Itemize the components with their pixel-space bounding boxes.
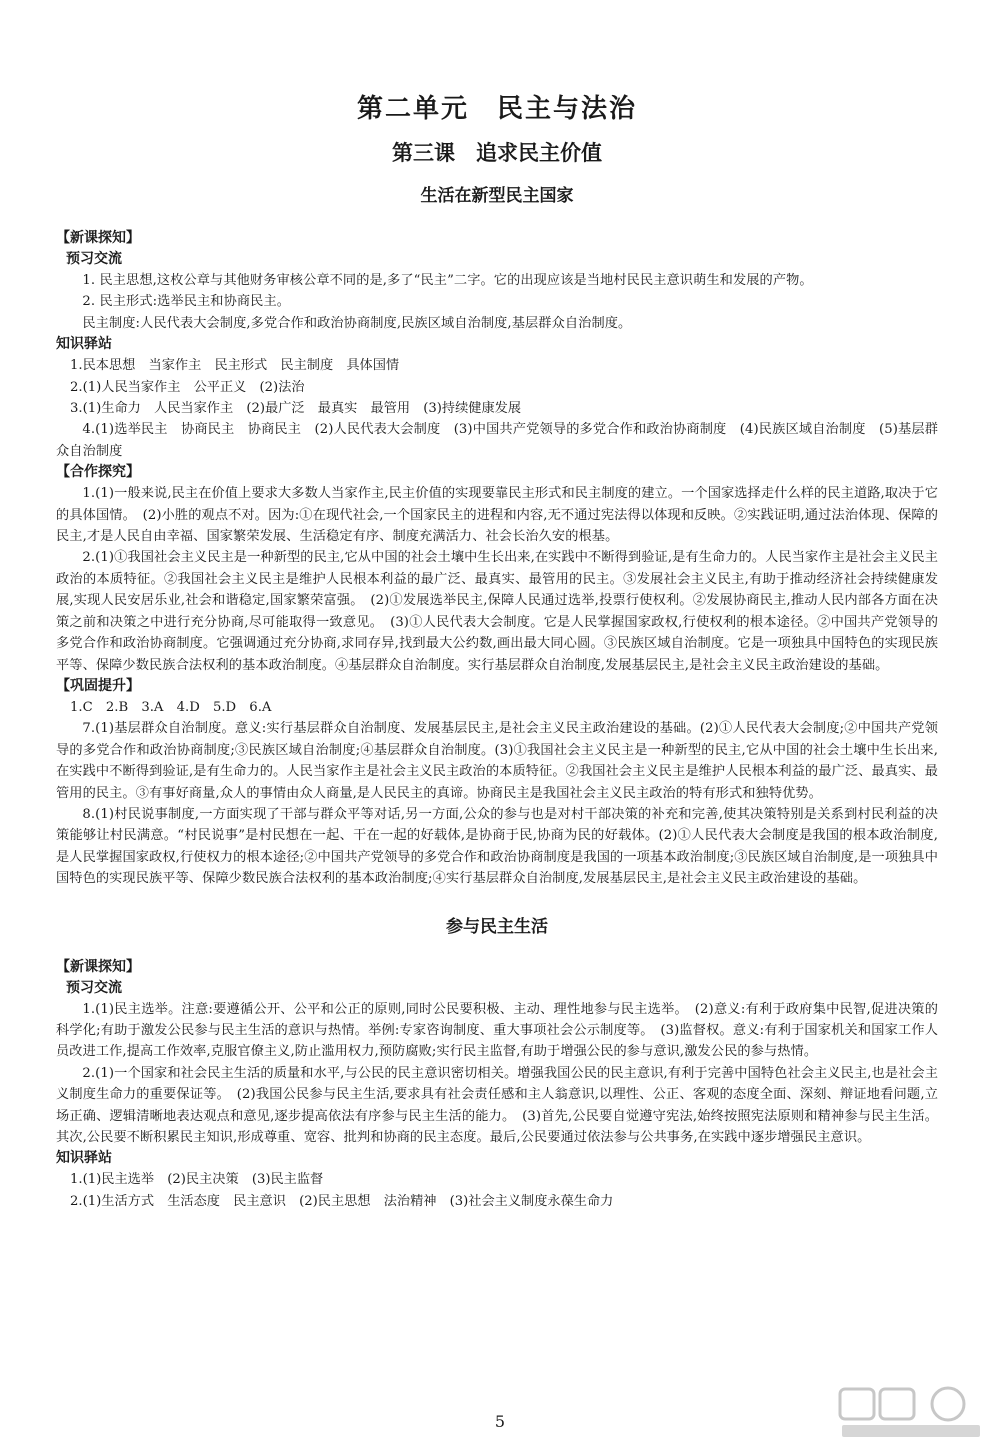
yuxi-item: 2.(1)一个国家和社会民主生活的质量和水平,与公民的民主意识密切相关。增强我国公民的民主意识,有利于完善中国特色社会主义民主,也是社会主义制度生命力的重要保证等。 (2)我国公民参与民主生活,要求具有社会责任感和主人翁意识,以理性、公正、客观的态度全面、深刻、辩证地看问题,立场正确、逻辑清晰地表达观点和意见,逐步提高依法有序参与民主生活的能力。 (3)首先,公民要自觉遵守宪法,始终按照宪法原则和精神参与民主生活。其次,公民要不断积累民主知识,形成尊重、宽容、批判和协商的民主态度。最后,公民要通过依法参与公共事务,在实践中逐步增强民主意识。	[56, 1065, 938, 1145]
gonggu-item: 7.(1)基层群众自治制度。意义:实行基层群众自治制度、发展基层民主,是社会主义民主政治建设的基础。(2)①人民代表大会制度;②中国共产党领导的多党合作和政治协商制度;③民族区域自治制度;④基层群众自治制度。(3)①我国社会主义民主是一种新型的民主,它从中国的社会土壤中生长出来,在实践中不断得到验证,是有生命力的。人民当家作主是社会主义民主政治的本质特征。②我国社会主义民主是维护人民根本利益的最广泛、最真实、最管用的民主。③有事好商量,众人的事情由众人商量,是人民民主的真谛。协商民主是我国社会主义民主政治的特有形式和独特优势。	[56, 721, 938, 801]
gonggu-answers: 1.C 2.B 3.A 4.D 5.D 6.A	[70, 699, 272, 715]
page-content	[56, 88, 938, 1212]
tag-xinkai-1: 【新课探知】	[56, 230, 140, 246]
zhishi-item: 4.(1)选举民主 协商民主 协商民主 (2)人民代表大会制度 (3)中国共产党领导的多党合作和政治协商制度 (4)民族区域自治制度 (5)基层群众自治制度	[56, 422, 938, 459]
zhishi-item: 2.(1)生活方式 生活态度 民主意识 (2)民主思想 法治精神 (3)社会主义制度永葆生命力	[70, 1193, 614, 1209]
sub-yuxi-1: 预习交流	[66, 251, 122, 267]
lesson-title: 第三课 追求民主价值	[392, 141, 602, 165]
yuxi-item: 1. 民主思想,这枚公章与其他财务审核公章不同的是,多了“民主”二字。它的出现应该是当地村民民主意识萌生和发展的产物。	[82, 273, 813, 288]
unit-title: 第二单元 民主与法治	[356, 94, 637, 124]
sub-yuxi-2: 预习交流	[66, 979, 122, 996]
section-title-2: 参与民主生活	[446, 916, 548, 937]
section-title-1: 生活在新型民主国家	[420, 186, 574, 206]
zhishi-item: 1.(1)民主选举 (2)民主决策 (3)民主监督	[70, 1172, 324, 1188]
hezuo-item: 2.(1)①我国社会主义民主是一种新型的民主,它从中国的社会土壤中生长出来,在实践中不断得到验证,是有生命力的。人民当家作主是社会主义民主政治的本质特征。②我国社会主义民主是维护人民根本利益的最广泛、最真实、最管用的民主。③发展社会主义民主,有助于推动经济社会持续健康发展,实现人民安居乐业,社会和谐稳定,国家繁荣富强。 (2)①发展选举民主,保障人民通过选举,投票行使权利。②发展协商民主,推动人民内部各方面在决策之前和决策之中进行充分协商,尽可能取得一致意见。 (3)①人民代表大会制度。它是人民掌握国家政权,行使权利的根本途径。②中国共产党领导的多党合作和政治协商制度。它强调通过充分协商,求同存异,找到最大公约数,画出最大同心圆。③民族区域自治制度。它是一项独具中国特色的实现民族平等、保障少数民族合法权利的基本政治制度。④基层群众自治制度。实行基层群众自治制度,发展基层民主,是社会主义民主政治建设的基础。	[56, 550, 938, 673]
yuxi-item: 1.(1)民主选举。注意:要遵循公开、公平和公正的原则,同时公民要积极、主动、理性地参与民主选举。 (2)意义:有利于政府集中民智,促进决策的科学化;有助于激发公民参与民主生活的意识与热情。举例:专家咨询制度、重大事项社会公示制度等。 (3)监督权。意义:有利于国家机关和国家工作人员改进工作,提高工作效率,克服官僚主义,防止滥用权力,预防腐败;实行民主监督,有助于增强公民的参与意识,激发公民的参与热情。	[56, 1001, 938, 1060]
tag-gonggu: 【巩固提升】	[56, 677, 140, 694]
yuxi-item: 2. 民主形式:选举民主和协商民主。	[82, 294, 291, 310]
watermark-logo-icon	[836, 1385, 986, 1440]
page-number: 5	[494, 1412, 506, 1431]
tag-hezuo: 【合作探究】	[56, 464, 140, 481]
sub-zhishi-1: 知识驿站	[56, 336, 112, 353]
zhishi-item: 2.(1)人民当家作主 公平正义 (2)法治	[70, 379, 305, 395]
sub-zhishi-2: 知识驿站	[56, 1150, 112, 1167]
gonggu-item: 8.(1)村民说事制度,一方面实现了干部与群众平等对话,另一方面,公众的参与也是对村干部决策的补充和完善,使其决策特别是关系到村民利益的决策能够让村民满意。“村民说事”是村民想在一起、干在一起的好载体,是协商于民,协商为民的好载体。(2)①人民代表大会制度是我国的根本政治制度,是人民掌握国家政权,行使权力的根本途径;②中国共产党领导的多党合作和政治协商制度是我国的一项基本政治制度;③民族区域自治制度,是一项独具中国特色的实现民族平等、保障少数民族合法权利的基本政治制度;④实行基层群众自治制度,发展基层民主,是社会主义民主政治建设的基础。	[56, 806, 938, 887]
tag-xinkai-2: 【新课探知】	[56, 958, 140, 975]
yuxi-item: 民主制度:人民代表大会制度,多党合作和政治协商制度,民族区域自治制度,基层群众自治制度。	[82, 315, 632, 331]
hezuo-item: 1.(1)一般来说,民主在价值上要求大多数人当家作主,民主价值的实现要靠民主形式和民主制度的建立。一个国家选择走什么样的民主道路,取决于它的具体国情。 (2)小胜的观点不对。因为:①在现代社会,一个国家民主的进程和内容,无不通过宪法得以体现和反映。②实践证明,通过法治体现、保障的民主,才是人民自由幸福、国家繁荣发展、生活稳定有序、制度充满活力、社会长治久安的根基。	[56, 486, 938, 545]
zhishi-item: 1.民本思想 当家作主 民主形式 民主制度 具体国情	[70, 358, 400, 374]
zhishi-item: 3.(1)生命力 人民当家作主 (2)最广泛 最真实 最管用 (3)持续健康发展	[70, 401, 522, 417]
